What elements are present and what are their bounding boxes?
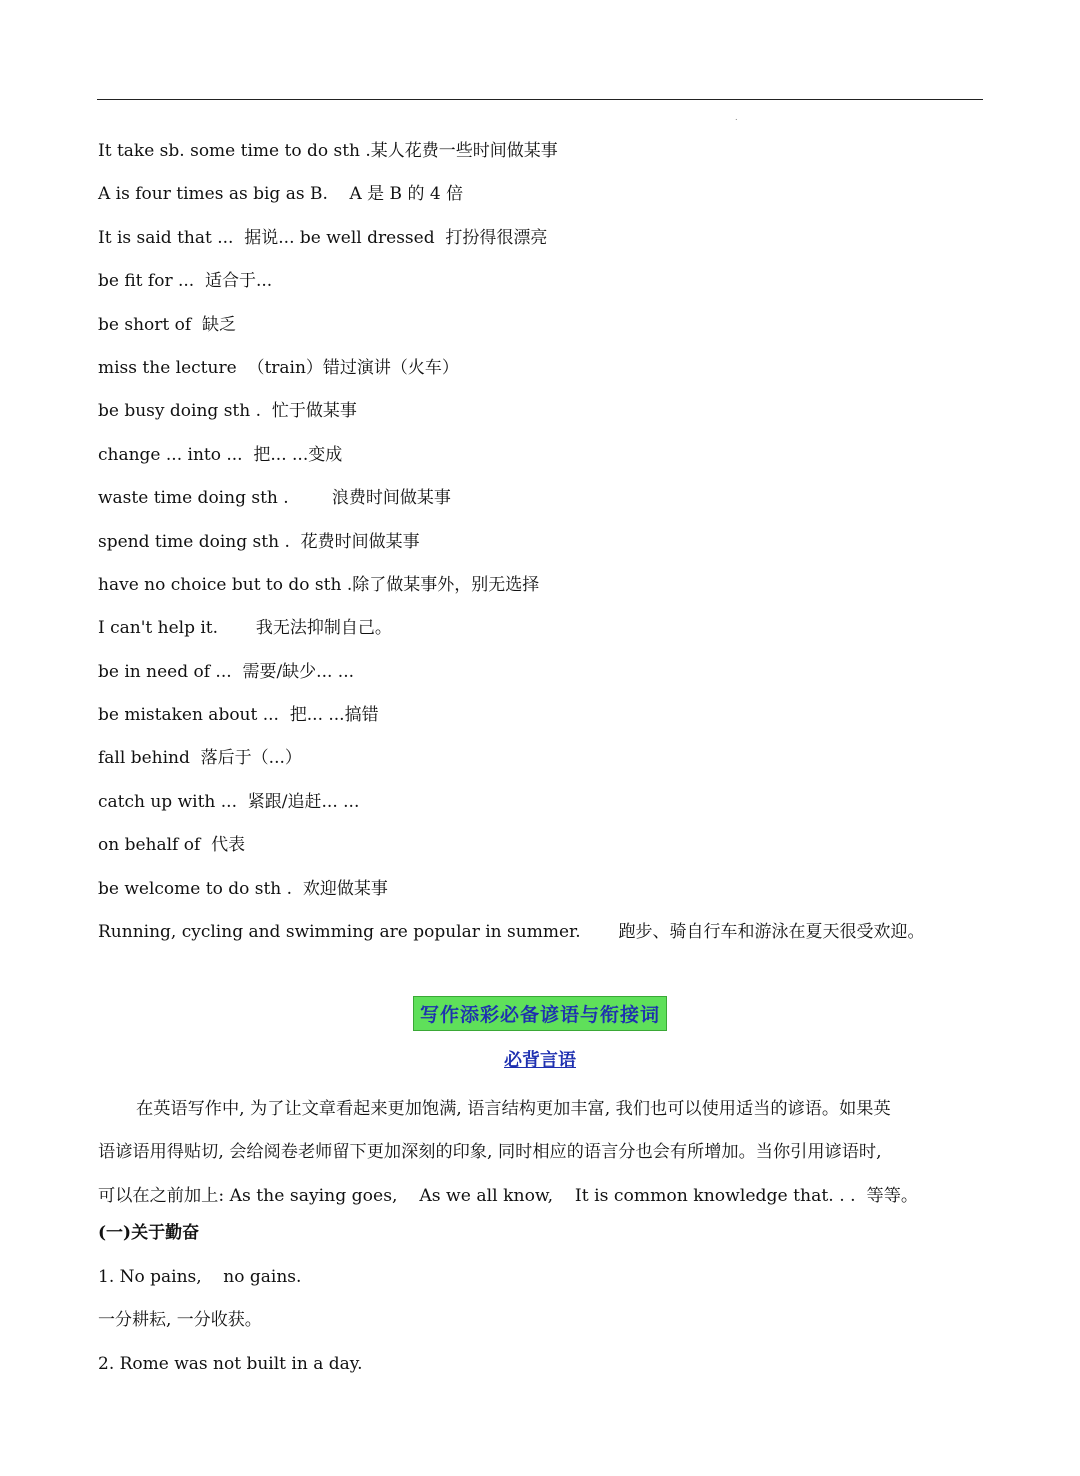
section-title-container bbox=[0, 996, 1080, 1031]
phrase-item: It take sb. some time to do sth .某人花费一些时间做某事 bbox=[98, 141, 558, 161]
phrase-item: catch up with ... 紧跟/追赶... ... bbox=[98, 791, 360, 812]
header-rule bbox=[97, 99, 983, 100]
phrase-item: It is said that ... 据说... be well dressed 打扮得很漂亮 bbox=[98, 227, 548, 248]
phrase-item: have no choice but to do sth .除了做某事外，别无选择 bbox=[98, 574, 540, 595]
intro-line: 可以在之前加上: As the saying goes, As we all know, It is common knowledge that. . . 等等。 bbox=[98, 1185, 919, 1206]
phrase-item: be mistaken about ... 把... ...搞错 bbox=[98, 705, 379, 726]
category-heading: (一)关于勤奋 bbox=[98, 1223, 200, 1243]
phrase-item: waste time doing sth . 浪费时间做某事 bbox=[98, 488, 451, 509]
phrase-item: on behalf of 代表 bbox=[98, 835, 246, 856]
phrase-item: A is four times as big as B. A 是 B 的 4 倍 bbox=[98, 184, 464, 205]
phrase-item: be welcome to do sth . 欢迎做某事 bbox=[98, 878, 388, 899]
phrase-item: I can't help it. 我无法抑制自己。 bbox=[98, 618, 392, 639]
proverb-item: 一分耕耘, 一分收获。 bbox=[98, 1310, 262, 1331]
section-title: 写作添彩必备谚语与衔接词 bbox=[413, 996, 667, 1031]
proverb-item: 2. Rome was not built in a day. bbox=[98, 1353, 363, 1374]
phrase-item: be fit for ... 适合于... bbox=[98, 271, 273, 292]
subtitle-container bbox=[0, 1046, 1080, 1072]
intro-paragraph bbox=[98, 1088, 983, 1218]
intro-line: 在英语写作中, 为了让文章看起来更加饱满, 语言结构更加丰富, 我们也可以使用适当的谚语。如果英 bbox=[136, 1099, 891, 1119]
phrase-item: fall behind 落后于（...） bbox=[98, 748, 302, 769]
phrase-item: be busy doing sth . 忙于做某事 bbox=[98, 401, 357, 422]
phrase-item: change ... into ... 把... ...变成 bbox=[98, 444, 343, 465]
phrase-item: be short of 缺乏 bbox=[98, 314, 236, 335]
section-subtitle: 必背言语 bbox=[504, 1050, 576, 1071]
proverb-list bbox=[98, 1262, 983, 1392]
proverb-item: 1. No pains, no gains. bbox=[98, 1267, 302, 1287]
header-dot: . bbox=[735, 113, 738, 122]
phrase-item: Running, cycling and swimming are popular in summer. 跑步、骑自行车和游泳在夏天很受欢迎。 bbox=[98, 922, 925, 943]
phrase-item: be in need of ... 需要/缺少... ... bbox=[98, 661, 354, 682]
phrase-item: miss the lecture （train）错过演讲（火车） bbox=[98, 357, 459, 378]
phrase-list bbox=[98, 136, 983, 960]
intro-line: 语谚语用得贴切, 会给阅卷老师留下更加深刻的印象, 同时相应的语言分也会有所增加。当你引用谚语时, bbox=[98, 1142, 882, 1163]
phrase-item: spend time doing sth . 花费时间做某事 bbox=[98, 531, 420, 552]
